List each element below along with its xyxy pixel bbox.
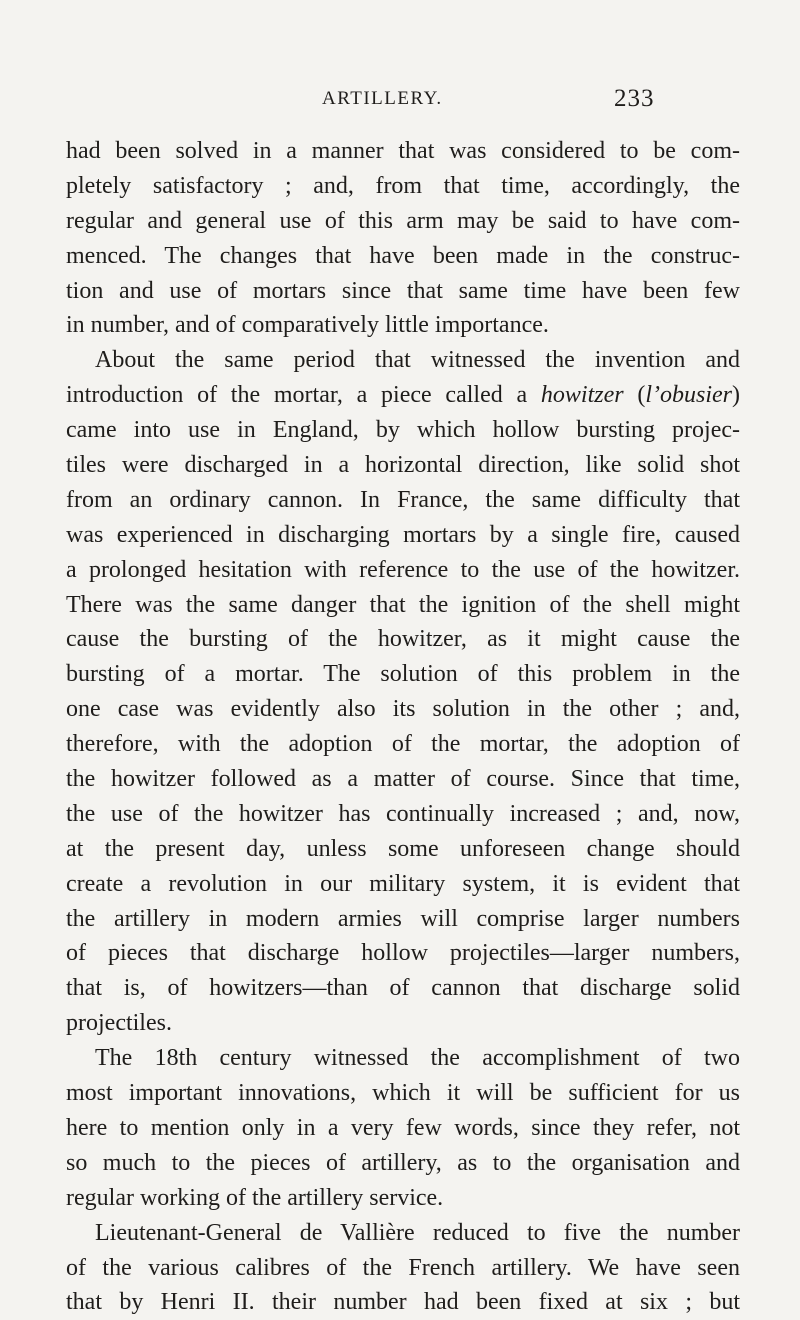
- text-line: cause the bursting of the howitzer, as it might cause the: [66, 626, 740, 653]
- text-line: was experienced in discharging mortars by a single fire, caused: [66, 521, 740, 548]
- text-line: of pieces that discharge hollow projectiles—larger numbers,: [66, 940, 740, 967]
- text-run: introduction of the mortar, a piece called a: [66, 382, 541, 409]
- page-header: [0, 85, 800, 118]
- text-line: of the various calibres of the French artillery. We have seen: [66, 1254, 740, 1281]
- text-line: therefore, with the adoption of the mortar, the adoption of: [66, 731, 740, 758]
- text-line: Lieutenant-General de Vallière reduced to five the number: [95, 1219, 740, 1246]
- text-line: bursting of a mortar. The solution of this problem in the: [66, 661, 740, 688]
- text-line: pletely satisfactory ; and, from that time, accordingly, the: [66, 172, 740, 199]
- italic-term-howitzer: howitzer: [540, 382, 624, 409]
- text-line: projectiles.: [66, 1010, 172, 1037]
- text-line: at the present day, unless some unforeseen change should: [66, 835, 740, 862]
- text-line: from an ordinary cannon. In France, the same difficulty that: [66, 486, 740, 513]
- text-line: the use of the howitzer has continually increased ; and, now,: [66, 800, 740, 827]
- running-head: ARTILLERY.: [322, 88, 443, 109]
- text-line: that by Henri II. their number had been fixed at six ; but: [66, 1289, 740, 1316]
- text-line: regular working of the artillery service.: [66, 1184, 444, 1211]
- text-line: the howitzer followed as a matter of course. Since that time,: [66, 766, 740, 793]
- page-number: 233: [614, 85, 655, 112]
- text-line: About the same period that witnessed the invention and: [95, 347, 740, 374]
- text-line: regular and general use of this arm may be said to have com-: [66, 207, 740, 234]
- text-line: one case was evidently also its solution in the other ; and,: [66, 696, 740, 723]
- text-line: tiles were discharged in a horizontal direction, like solid shot: [66, 452, 740, 479]
- text-line: had been solved in a manner that was considered to be com-: [66, 138, 740, 164]
- italic-term-obusier: l’obusier: [645, 382, 732, 409]
- text-line: menced. The changes that have been made in the construc-: [66, 242, 740, 269]
- text-line: the artillery in modern armies will comprise larger numbers: [66, 905, 740, 932]
- text-line: that is, of howitzers—than of cannon that discharge solid: [66, 975, 740, 1002]
- text-line: The 18th century witnessed the accomplishment of two: [95, 1045, 740, 1072]
- text-line: so much to the pieces of artillery, as to the organisation and: [66, 1149, 740, 1176]
- text-line: here to mention only in a very few words, since they refer, not: [66, 1114, 740, 1141]
- text-line: tion and use of mortars since that same time have been few: [66, 277, 740, 304]
- text-line: in number, and of comparatively little importance.: [66, 312, 549, 339]
- text-line: create a revolution in our military system, it is evident that: [66, 870, 740, 897]
- text-line: came into use in England, by which hollow bursting projec-: [66, 417, 740, 444]
- text-line: most important innovations, which it will be sufficient for us: [66, 1080, 740, 1107]
- body-text: [66, 134, 740, 1320]
- text-line-with-italics: introduction of the mortar, a piece called a howitzer (l’obusier): [66, 382, 740, 409]
- text-line: a prolonged hesitation with reference to the use of the howitzer.: [66, 556, 740, 583]
- text-line: There was the same danger that the ignition of the shell might: [66, 591, 740, 618]
